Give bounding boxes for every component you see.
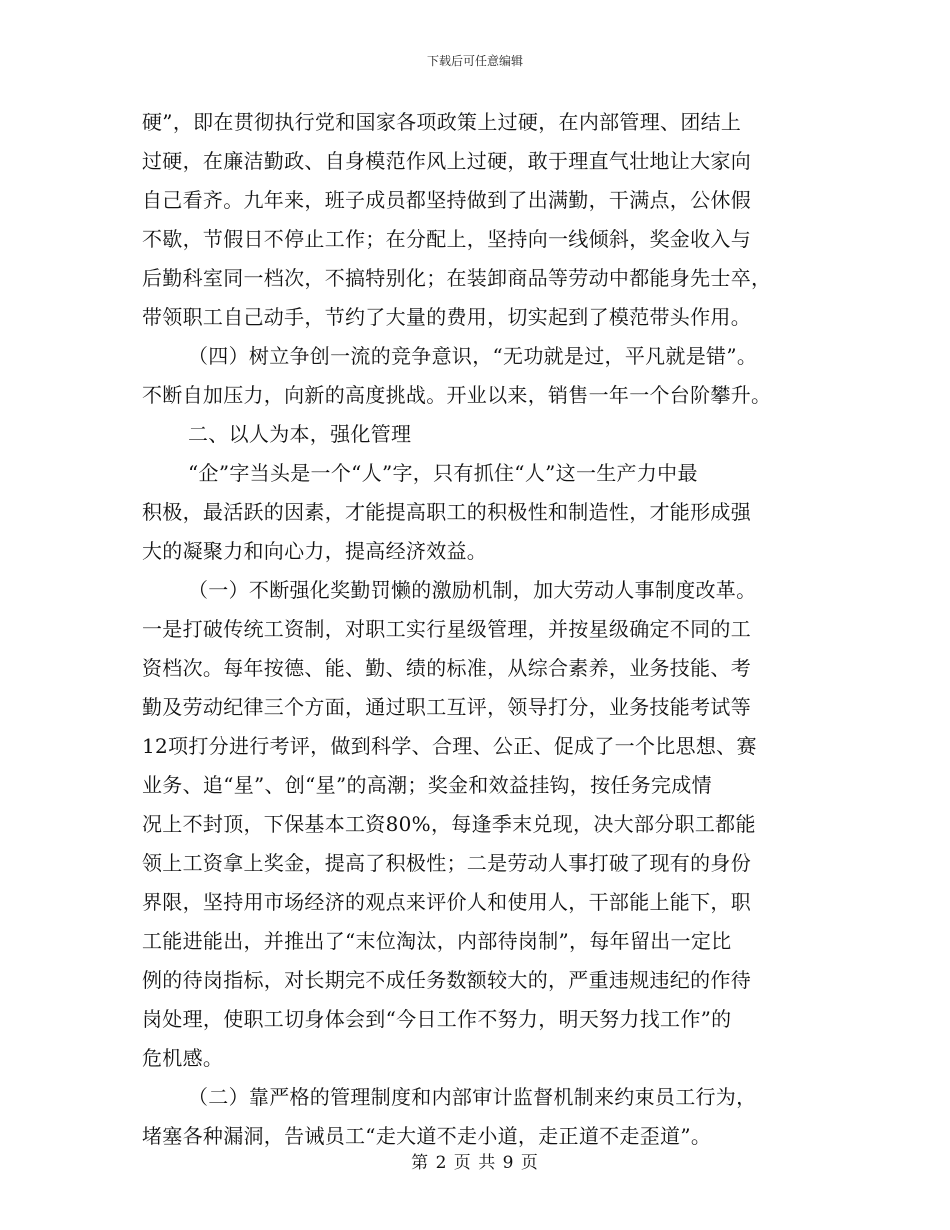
text-line: 自己看齐。九年来，班子成员都坚持做到了出满勤，干满点，公休假 bbox=[142, 188, 751, 212]
text-line: 过硬，在廉洁勤政、自身模范作风上过硬，敢于理直气壮地让大家向 bbox=[142, 149, 751, 173]
text-line: 大的凝聚力和向心力，提高经济效益。 bbox=[142, 539, 488, 563]
text-line: 界限，坚持用市场经济的观点来评价人和使用人，干部能上能下，职 bbox=[142, 890, 751, 914]
text-line: “企”字当头是一个“人”字，只有抓住“人”这一生产力中最 bbox=[188, 461, 698, 485]
document-body bbox=[142, 103, 812, 1156]
text-line: （四）树立争创一流的竞争意识，“无功就是过，平凡就是错”。 bbox=[188, 344, 758, 368]
text-line: 例的待岗指标，对长期完不成任务数额较大的，严重违规违纪的作待 bbox=[142, 968, 751, 992]
text-line: 业务、追“星”、创“星”的高潮；奖金和效益挂钩，按任务完成情 bbox=[142, 773, 712, 797]
text-line: 勤及劳动纪律三个方面，通过职工互评，领导打分，业务技能考试等 bbox=[142, 695, 751, 719]
text-line: 带领职工自己动手，节约了大量的费用，切实起到了模范带头作用。 bbox=[142, 305, 751, 329]
text-line: 硬”，即在贯彻执行党和国家各项政策上过硬，在内部管理、团结上 bbox=[142, 110, 742, 134]
text-line: 二、以人为本，强化管理 bbox=[188, 422, 412, 446]
page-footer: 第 2 页 共 9 页 bbox=[411, 1153, 539, 1173]
text-line: 工能进能出，并推出了“末位淘汰，内部待岗制”，每年留出一定比 bbox=[142, 929, 732, 953]
text-line: 危机感。 bbox=[142, 1046, 224, 1070]
text-line: （一）不断强化奖勤罚懒的激励机制，加大劳动人事制度改革。 bbox=[188, 578, 757, 602]
text-line: 岗处理，使职工切身体会到“今日工作不努力，明天努力找工作”的 bbox=[142, 1007, 732, 1031]
text-line: 一是打破传统工资制，对职工实行星级管理，并按星级确定不同的工 bbox=[142, 617, 751, 641]
text-line: 12项打分进行考评，做到科学、合理、公正、促成了一个比思想、赛 bbox=[142, 734, 757, 758]
text-line: 堵塞各种漏洞，告诫员工“走大道不走小道，走正道不走歪道”。 bbox=[142, 1124, 712, 1148]
text-line: 不歇，节假日不停止工作；在分配上，坚持向一线倾斜，奖金收入与 bbox=[142, 227, 751, 251]
text-line: 资档次。每年按德、能、勤、绩的标准，从综合素养，业务技能、考 bbox=[142, 656, 751, 680]
text-line: 积极，最活跃的因素，才能提高职工的积极性和制造性，才能形成强 bbox=[142, 500, 751, 524]
text-line: 况上不封顶，下保基本工资80%，每逢季末兑现，决大部分职工都能 bbox=[142, 812, 756, 836]
text-line: （二）靠严格的管理制度和内部审计监督机制来约束员工行为， bbox=[188, 1085, 757, 1109]
text-line: 不断自加压力，向新的高度挑战。开业以来，销售一年一个台阶攀升。 bbox=[142, 383, 772, 407]
text-line: 领上工资拿上奖金，提高了积极性；二是劳动人事打破了现有的身份 bbox=[142, 851, 751, 875]
text-line: 后勤科室同一档次，不搞特别化；在装卸商品等劳动中都能身先士卒， bbox=[142, 266, 772, 290]
page-header: 下载后可任意编辑 bbox=[426, 54, 523, 68]
